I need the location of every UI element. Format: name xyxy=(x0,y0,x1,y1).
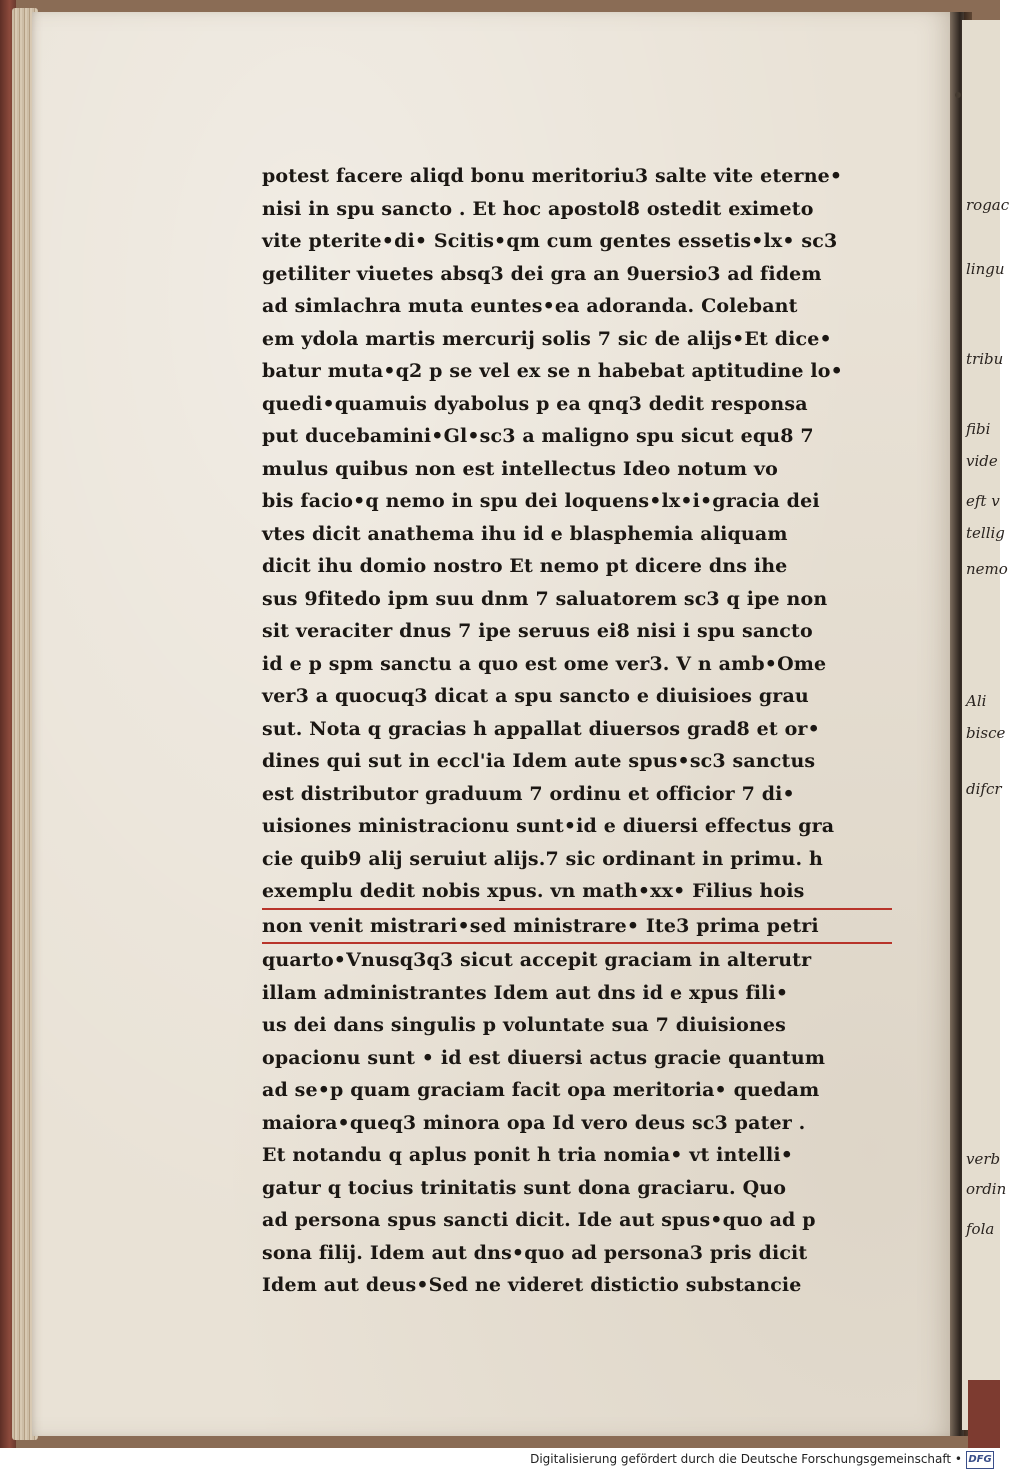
text-line: non venit mistrari•sed ministrare• Ite3 prima petri xyxy=(262,910,892,945)
text-line: potest facere aliqd bonu meritoriu3 salte vite eterne• xyxy=(262,165,843,187)
facing-page-text: tellig xyxy=(966,524,1005,542)
facing-page-text: difcr xyxy=(966,780,1002,798)
text-line: cie quib9 alij seruiut alijs.7 sic ordinant in primu. h xyxy=(262,847,823,870)
text-line: bis facio•q nemo in spu dei loquens•lx•i•gracia dei xyxy=(262,490,820,512)
facing-page-text: Ali xyxy=(966,692,987,710)
footer-bar xyxy=(0,1448,1000,1472)
text-line: vite pterite•di• Scitis•qm cum gentes essetis•lx• sc3 xyxy=(262,230,838,252)
right-binding-board xyxy=(968,1380,1000,1448)
text-line: vtes dicit anathema ihu id e blasphemia aliquam xyxy=(262,522,788,545)
credit-line: Digitalisierung gefördert durch die Deutsche Forschungsgemeinschaft • xyxy=(530,1452,962,1466)
facing-page-text: bisce xyxy=(966,724,1006,742)
text-line: dicit ihu domio nostro Et nemo pt dicere dns ihe xyxy=(262,555,788,577)
text-line: exemplu dedit nobis xpus. vn math•xx• Filius hois xyxy=(262,875,892,910)
text-line: gatur q tocius trinitatis sunt dona graciaru. Quo xyxy=(262,1176,787,1199)
facing-page-text: tribu xyxy=(966,350,1004,368)
facing-page-text: ordin xyxy=(966,1180,1007,1198)
text-block xyxy=(262,160,892,1302)
text-line: em ydola martis mercurij solis 7 sic de alijs•Et dice• xyxy=(262,327,832,350)
text-line: ad persona spus sancti dicit. Ide aut spus•quo ad p xyxy=(262,1209,816,1231)
facing-page-text: lingu xyxy=(966,260,1005,278)
text-line: getiliter viuetes absq3 dei gra an 9uersio3 ad fidem xyxy=(262,262,822,285)
text-line: sona filij. Idem aut dns•quo ad persona3 pris dicit xyxy=(262,1241,808,1264)
text-line: put ducebamini•Gl•sc3 a maligno spu sicut equ8 7 xyxy=(262,425,814,447)
text-line: Et notandu q aplus ponit h tria nomia• vt intelli• xyxy=(262,1144,794,1166)
text-line: ver3 a quocuq3 dicat a spu sancto e diuisioes grau xyxy=(262,685,809,707)
text-line: us dei dans singulis p voluntate sua 7 diuisiones xyxy=(262,1014,786,1036)
text-line: batur muta•q2 p se vel ex se n habebat aptitudine lo• xyxy=(262,360,843,382)
dfg-logo-icon: DFG xyxy=(966,1451,994,1469)
text-line: est distributor graduum 7 ordinu et officior 7 di• xyxy=(262,782,795,805)
text-line: quedi•quamuis dyabolus p ea qnq3 dedit responsa xyxy=(262,392,808,415)
text-line: illam administrantes Idem aut dns id e xpus fili• xyxy=(262,981,789,1004)
facing-page-fragment xyxy=(962,20,1009,1430)
text-line: ad simlachra muta euntes•ea adoranda. Colebant xyxy=(262,295,798,317)
facing-page-text: nemo xyxy=(966,560,1008,578)
text-line: quarto•Vnusq3q3 sicut accepit graciam in alterutr xyxy=(262,949,812,971)
text-line: nisi in spu sancto . Et hoc apostol8 ostedit eximeto xyxy=(262,197,814,220)
text-line: Idem aut deus•Sed ne videret distictio substancie xyxy=(262,1274,802,1296)
text-line: sit veraciter dnus 7 ipe seruus ei8 nisi i spu sancto xyxy=(262,620,813,642)
facing-page-text: vide xyxy=(966,452,998,470)
text-line: ad se•p quam graciam facit opa meritoria• quedam xyxy=(262,1079,820,1101)
text-line: uisiones ministracionu sunt•id e diuersi effectus gra xyxy=(262,815,835,837)
text-line: id e p spm sanctu a quo est ome ver3. V n amb•Ome xyxy=(262,652,827,675)
facing-page-text: verb xyxy=(966,1150,1001,1168)
text-line: sut. Nota q gracias h appallat diuersos grad8 et or• xyxy=(262,717,820,740)
text-line: opacionu sunt • id est diuersi actus gracie quantum xyxy=(262,1046,826,1069)
facing-page-text: rogac xyxy=(966,196,1009,214)
text-line: dines qui sut in eccl'ia Idem aute spus•sc3 sanctus xyxy=(262,750,816,772)
facing-page-text: fola xyxy=(966,1220,995,1238)
facing-page-text: eft v xyxy=(966,492,1000,510)
text-line: sus 9fitedo ipm suu dnm 7 saluatorem sc3 q ipe non xyxy=(262,587,828,610)
page-mark xyxy=(955,92,961,98)
text-line: mulus quibus non est intellectus Ideo notum vo xyxy=(262,457,778,480)
text-line: maiora•queq3 minora opa Id vero deus sc3 pater . xyxy=(262,1111,806,1134)
facing-page-text: fibi xyxy=(966,420,991,438)
